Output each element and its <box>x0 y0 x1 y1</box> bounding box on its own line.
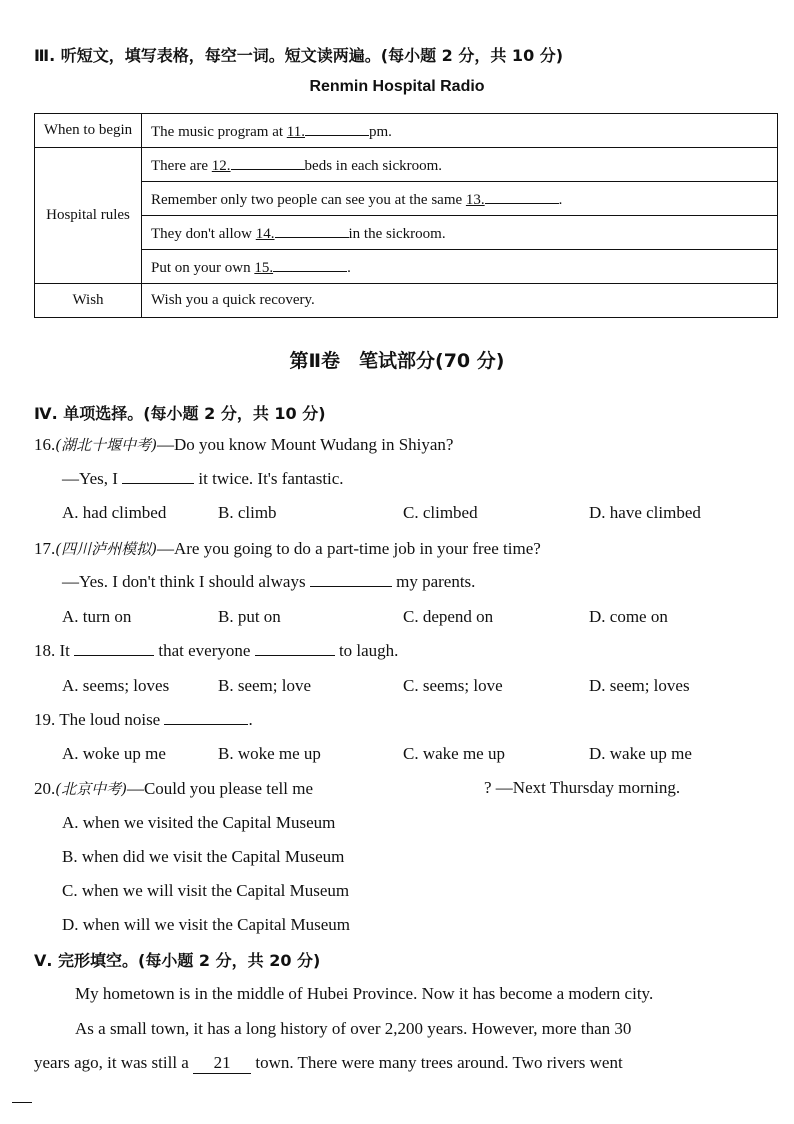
question-20: 20.(北京中考)—Could you please tell me <box>34 779 313 798</box>
option-a[interactable]: A. when we visited the Capital Museum <box>62 813 336 832</box>
question-18: 18. It that everyone to laugh. <box>34 641 399 660</box>
question-19: 19. The loud noise . <box>34 710 253 729</box>
option-a[interactable]: A. had climbed <box>62 503 167 522</box>
part5-heading: Ⅴ. 完形填空。(每小题 2 分，共 20 分) <box>34 951 321 970</box>
option-c[interactable]: C. when we will visit the Capital Museum <box>62 881 350 900</box>
cloze-paragraph-2-line2: years ago, it was still a 21 town. There were many trees around. Two rivers went <box>34 1053 623 1072</box>
option-c[interactable]: C. wake me up <box>403 744 505 763</box>
answer-blank[interactable] <box>485 189 559 204</box>
option-b[interactable]: B. seem; love <box>218 676 312 695</box>
option-a[interactable]: A. turn on <box>62 607 132 626</box>
row-label: When to begin <box>35 114 142 148</box>
option-b[interactable]: B. climb <box>218 503 277 522</box>
blank-number: 11. <box>286 123 305 140</box>
answer-blank[interactable] <box>310 572 392 587</box>
answer-blank[interactable] <box>164 710 248 725</box>
answer-blank[interactable] <box>273 257 347 272</box>
listening-table <box>34 113 778 318</box>
page-mark <box>12 1102 32 1103</box>
answer-blank[interactable] <box>74 641 154 656</box>
part4-heading: Ⅳ. 单项选择。(每小题 2 分，共 10 分) <box>34 404 326 423</box>
table-title: Renmin Hospital Radio <box>309 78 485 95</box>
option-d[interactable]: D. come on <box>589 607 668 626</box>
option-b[interactable]: B. when did we visit the Capital Museum <box>62 847 345 866</box>
answer-blank[interactable] <box>275 223 349 238</box>
option-b[interactable]: B. woke me up <box>218 744 321 763</box>
question-16-line2: —Yes, I it twice. It's fantastic. <box>62 469 344 488</box>
table-row <box>35 148 778 182</box>
cloze-paragraph-1: My hometown is in the middle of Hubei Province. Now it has become a modern city. <box>75 984 654 1003</box>
question-17-line2: —Yes. I don't think I should always my parents. <box>62 572 476 591</box>
answer-blank[interactable] <box>122 469 194 484</box>
row-label: Hospital rules <box>35 148 142 284</box>
question-20-answer: ? —Next Thursday morning. <box>484 778 681 797</box>
table-row <box>35 114 778 148</box>
blank-number: 14. <box>255 225 275 242</box>
table-cell: Put on your own 15. . <box>142 250 778 284</box>
cloze-blank-21[interactable]: 21 <box>193 1053 251 1074</box>
table-row <box>35 284 778 318</box>
option-d[interactable]: D. seem; loves <box>589 676 690 695</box>
table-cell: Wish you a quick recovery. <box>142 284 778 318</box>
blank-number: 13. <box>465 191 485 208</box>
table-row <box>35 216 778 250</box>
blank-number: 12. <box>211 157 231 174</box>
row-label: Wish <box>35 284 142 318</box>
option-b[interactable]: B. put on <box>218 607 281 626</box>
volume-title: 第Ⅱ卷 笔试部分(70 分) <box>289 350 505 372</box>
cloze-paragraph-2: As a small town, it has a long history of over 2,200 years. However, more than 30 <box>75 1019 632 1038</box>
option-d[interactable]: D. when will we visit the Capital Museum <box>62 915 351 934</box>
option-d[interactable]: D. wake up me <box>589 744 692 763</box>
answer-blank[interactable] <box>305 121 369 136</box>
table-cell: The music program at 11. pm. <box>142 114 778 148</box>
table-cell: They don't allow 14. in the sickroom. <box>142 216 778 250</box>
option-a[interactable]: A. woke up me <box>62 744 166 763</box>
option-c[interactable]: C. depend on <box>403 607 494 626</box>
question-16: 16.(湖北十堰中考)—Do you know Mount Wudang in Shiyan? <box>34 435 454 454</box>
table-row <box>35 250 778 284</box>
answer-blank[interactable] <box>231 155 305 170</box>
option-c[interactable]: C. climbed <box>403 503 478 522</box>
option-d[interactable]: D. have climbed <box>589 503 701 522</box>
blank-number: 15. <box>254 259 274 276</box>
answer-blank[interactable] <box>255 641 335 656</box>
table-row <box>35 182 778 216</box>
option-c[interactable]: C. seems; love <box>403 676 503 695</box>
table-cell: Remember only two people can see you at the same 13. . <box>142 182 778 216</box>
table-cell: There are 12. beds in each sickroom. <box>142 148 778 182</box>
question-17: 17.(四川泸州模拟)—Are you going to do a part-time job in your free time? <box>34 539 541 558</box>
option-a[interactable]: A. seems; loves <box>62 676 170 695</box>
part3-heading: Ⅲ. 听短文，填写表格，每空一词。短文读两遍。(每小题 2 分，共 10 分) <box>34 46 564 65</box>
